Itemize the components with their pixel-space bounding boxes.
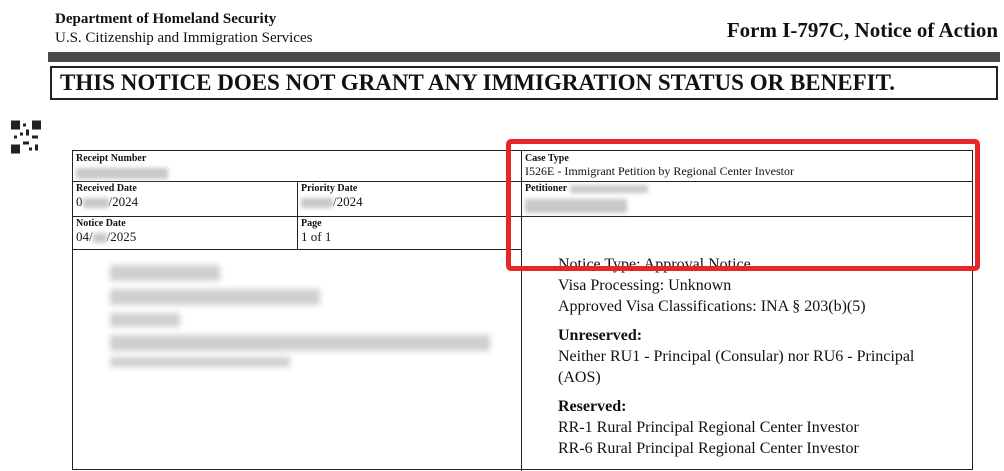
agency-department: Department of Homeland Security — [55, 11, 277, 27]
visa-processing: Visa Processing: Unknown — [558, 277, 732, 294]
receipt-number-label: Receipt Number — [76, 153, 147, 164]
reserved-heading: Reserved: — [558, 398, 627, 415]
notice-banner: THIS NOTICE DOES NOT GRANT ANY IMMIGRATION STATUS OR BENEFIT. — [50, 66, 998, 100]
petitioner-label: Petitioner — [525, 183, 568, 194]
page-cell — [298, 218, 521, 249]
priority-date-cell — [298, 183, 521, 215]
barcode-icon — [11, 120, 41, 154]
priority-date-label: Priority Date — [301, 183, 358, 194]
page-label: Page — [301, 218, 322, 229]
approval-details — [558, 254, 914, 459]
highlight-box — [506, 139, 980, 271]
redacted-receipt-number — [76, 168, 168, 179]
received-date-cell — [73, 183, 297, 215]
received-date-label: Received Date — [76, 183, 137, 194]
header-divider-bar — [48, 52, 1000, 62]
redacted-notice-date — [93, 233, 107, 243]
reserved-line-2: RR-6 Rural Principal Regional Center Investor — [558, 440, 859, 457]
agency-header — [55, 10, 312, 48]
notice-date-cell — [73, 218, 297, 249]
received-date-prefix: 0 — [76, 194, 83, 209]
approved-visa-classifications: Approved Visa Classifications: INA § 203(b)(5) — [558, 298, 866, 315]
reserved-line-1: RR-1 Rural Principal Regional Center Investor — [558, 419, 859, 436]
unreserved-heading: Unreserved: — [558, 327, 643, 344]
page-value: 1 of 1 — [301, 229, 332, 244]
priority-date-suffix: /2024 — [333, 194, 363, 209]
receipt-number-cell — [73, 153, 521, 181]
unreserved-line-1: Neither RU1 - Principal (Consular) nor RU6 - Principal — [558, 348, 915, 365]
form-title: Form I-797C, Notice of Action — [726, 18, 998, 42]
unreserved-line-2: (AOS) — [558, 369, 601, 386]
notice-date-prefix: 04/ — [76, 229, 93, 244]
received-date-suffix: /2024 — [108, 194, 139, 209]
redacted-mailing-address — [110, 265, 500, 375]
case-type-label: Case Type — [525, 153, 569, 164]
case-type-value: I526E - Immigrant Petition by Regional Center Investor — [525, 164, 794, 178]
notice-date-suffix: /2025 — [106, 229, 137, 244]
notice-date-label: Notice Date — [76, 218, 126, 229]
agency-subtitle: U.S. Citizenship and Immigration Services — [55, 30, 313, 46]
redacted-received-date — [83, 198, 109, 208]
redacted-priority-date — [301, 198, 333, 208]
notice-type: Notice Type: Approval Notice — [558, 256, 751, 273]
